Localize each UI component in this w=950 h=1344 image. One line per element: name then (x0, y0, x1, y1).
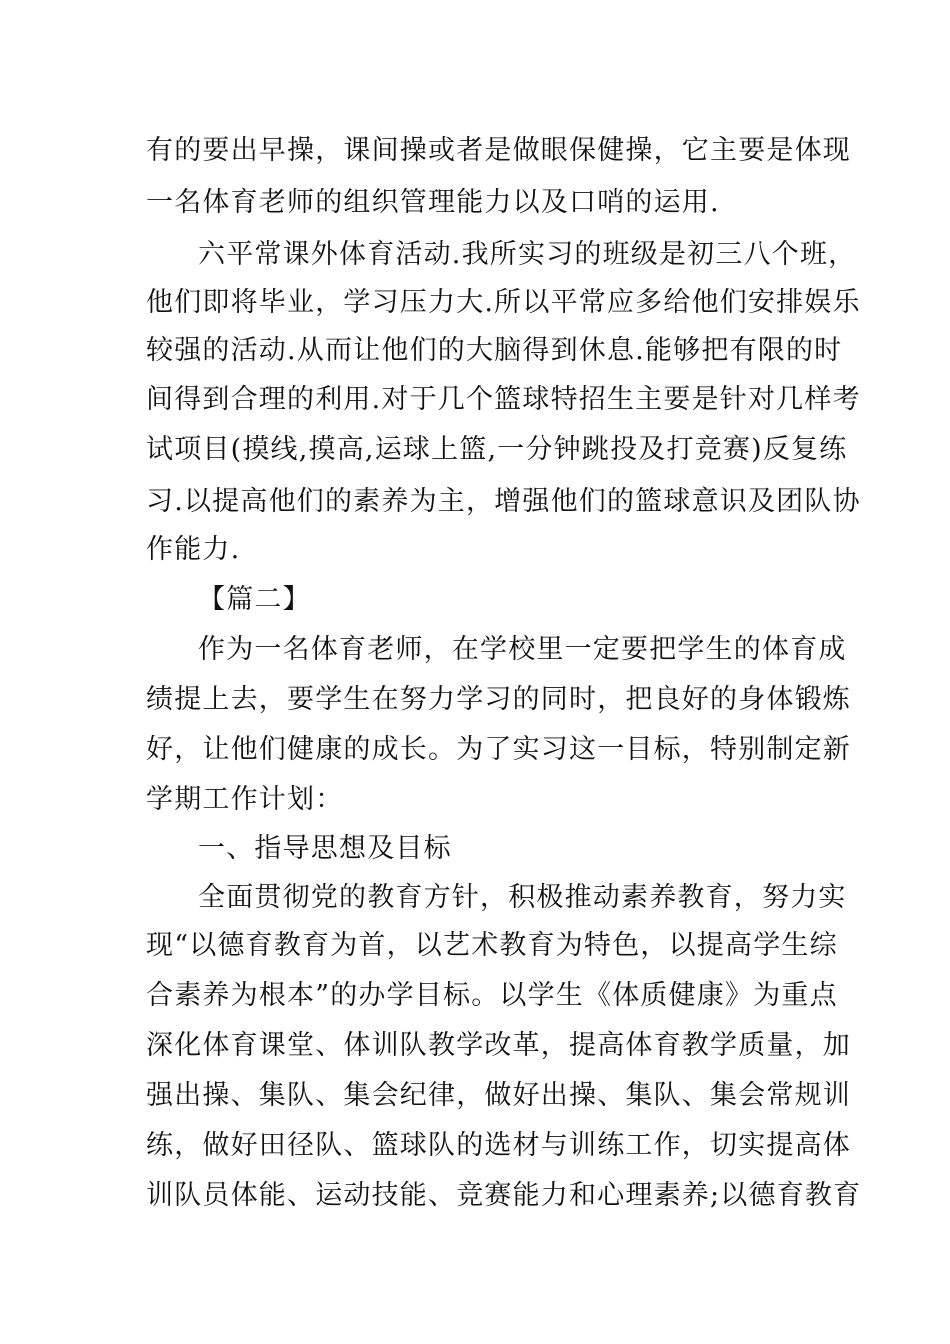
text-line: 深化体育课堂、体训队教学改革，提高体育教学质量，加 (146, 1030, 851, 1061)
subsection-heading: 一、指导思想及目标 (198, 833, 452, 864)
text-line: 试项目(摸线,摸高,运球上篮,一分钟跳投及打竞赛)反复练 (146, 434, 848, 465)
text-line: 一名体育老师的组织管理能力以及口哨的运用. (146, 187, 720, 218)
text-line: 他们即将毕业，学习压力大.所以平常应多给他们安排娱乐 (146, 287, 861, 318)
section-heading: 【篇二】 (198, 584, 311, 615)
paragraph-start-line: 作为一名体育老师，在学校里一定要把学生的体育成 (198, 634, 847, 665)
text-line: 学期工作计划： (146, 784, 344, 815)
paragraph-start-line: 六平常课外体育活动.我所实习的班级是初三八个班， (198, 239, 857, 270)
text-line: 练，做好田径队、篮球队的选材与训练工作，切实提高体 (146, 1130, 851, 1161)
paragraph-start-line: 全面贯彻党的教育方针，积极推动素养教育，努力实 (198, 882, 847, 913)
text-line: 作能力. (146, 534, 241, 565)
text-line: 强出操、集队、集会纪律，做好出操、集队、集会常规训 (146, 1080, 851, 1111)
text-line: 有的要出早操，课间操或者是做眼保健操，它主要是体现 (146, 135, 851, 166)
text-line: 训队员体能、运动技能、竞赛能力和心理素养;以德育教育 (146, 1180, 862, 1211)
text-line: 习.以提高他们的素养为主，增强他们的篮球意识及团队协 (146, 486, 861, 517)
text-line: 现“以德育教育为首，以艺术教育为特色，以提高学生综 (146, 930, 838, 961)
text-line: 好，让他们健康的成长。为了实习这一目标，特别制定新 (146, 734, 851, 765)
text-line: 间得到合理的利用.对于几个篮球特招生主要是针对几样考 (146, 384, 861, 415)
text-line: 合素养为根本”的办学目标。以学生《体质健康》为重点 (146, 980, 838, 1011)
text-line: 较强的活动.从而让他们的大脑得到休息.能够把有限的时 (146, 335, 843, 366)
text-line: 绩提上去，要学生在努力学习的同时，把良好的身体锻炼 (146, 684, 851, 715)
